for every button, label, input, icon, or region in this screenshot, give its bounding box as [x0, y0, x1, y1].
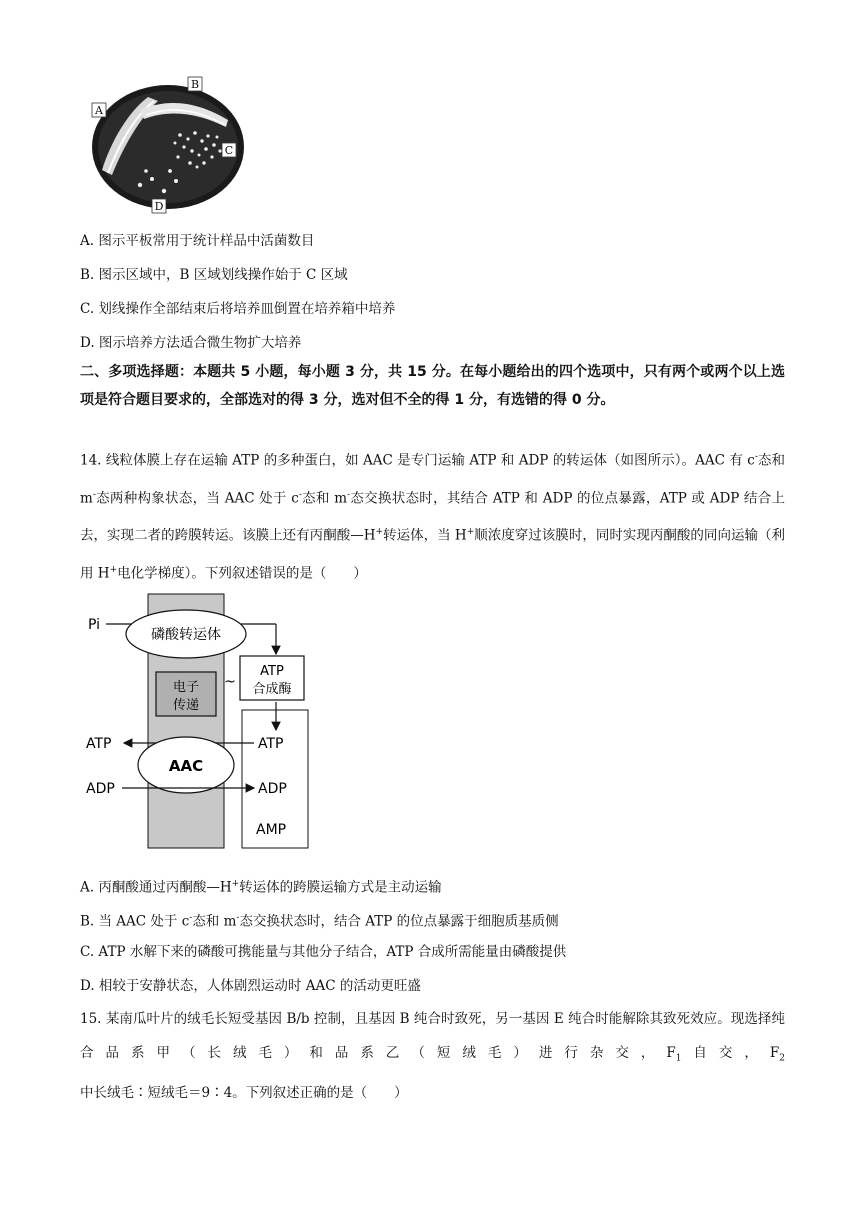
phosphate-transporter-label: 磷酸转运体 — [151, 627, 221, 643]
svg-text:传递: 传递 — [172, 698, 200, 713]
q15-stem: 15. 某南瓜叶片的绒毛长短受基因 B/b 控制，且基因 B 纯合时致死，另一基因 E 纯合时能解除其致死效应。现选择纯合品系甲（长绒毛）和品系乙（短绒毛）进行杂交，$F_1$自交，$F_2$中长绒毛∶短绒毛＝9∶4。下列叙述正确的是（ ） — [80, 1011, 785, 1101]
aac-diagram — [80, 590, 320, 852]
q14-option-a: A. 丙酮酸通过丙酮酸—H+转运体的跨膜运输方式是主动运输 — [80, 879, 442, 896]
aac-label: AAC — [168, 757, 204, 775]
atp-left-label: ATP — [86, 736, 112, 752]
atp-right-label: ATP — [258, 736, 284, 752]
label-b: B — [190, 78, 200, 91]
adp-right-label: ADP — [258, 781, 287, 797]
q13-option-d: D. 图示培养方法适合微生物扩大培养 — [80, 335, 302, 351]
q13-option-b: B. 图示区域中，B 区域划线操作始于 C 区域 — [80, 267, 348, 283]
q14-option-c: C. ATP 水解下来的磷酸可携能量与其他分子结合，ATP 合成所需能量由磷酸提供 — [80, 944, 567, 960]
q14-option-b: B. 当 AAC 处于 c-态和 m-态交换状态时，结合 ATP 的位点暴露于细胞质基质侧 — [80, 913, 559, 930]
section-heading: 二、多项选择题：本题共 5 小题，每小题 3 分，共 15 分。在每小题给出的四个选项中，只有两个或两个以上选项是符合题目要求的，全部选对的得 3 分，选对但不全的得 1 分，有选错的得 0 分。 — [80, 364, 785, 408]
petri-dish-figure — [80, 75, 250, 215]
label-a: A — [95, 104, 103, 117]
q14-option-d: D. 相较于安静状态，人体剧烈运动时 AAC 的活动更旺盛 — [80, 978, 421, 994]
label-d: D — [154, 200, 164, 213]
svg-text:ATP: ATP — [260, 664, 284, 679]
svg-text:合成酶: 合成酶 — [252, 682, 292, 697]
svg-text:电子: 电子 — [172, 680, 200, 695]
label-c: C — [224, 144, 234, 157]
pi-label: Pi — [88, 617, 101, 633]
q13-option-c: C. 划线操作全部结束后将培养皿倒置在培养箱中培养 — [80, 301, 396, 317]
amp-label: AMP — [256, 822, 287, 838]
q13-option-a: A. 图示平板常用于统计样品中活菌数目 — [80, 233, 315, 249]
q14-stem: 14. 线粒体膜上存在运输 ATP 的多种蛋白，如 AAC 是专门运输 ATP 和 ADP 的转运体（如图所示）。AAC 有 c-态和 m-态两种构象状态，当 AAC 处于 c-态和 m-态交换状态时，其结合 ATP 和 ADP 的位点暴露，ATP 或 ADP 结合上去，实现二者的跨膜转运。该膜上还有丙酮酸—H+转运体，当 H+顺浓度穿过该膜时，同时实现丙酮酸的同向运输（利用 H+电化学梯度）。下列叙述错误的是（ ） — [80, 452, 786, 581]
tilde: ~ — [224, 674, 236, 690]
adp-left-label: ADP — [86, 781, 115, 797]
